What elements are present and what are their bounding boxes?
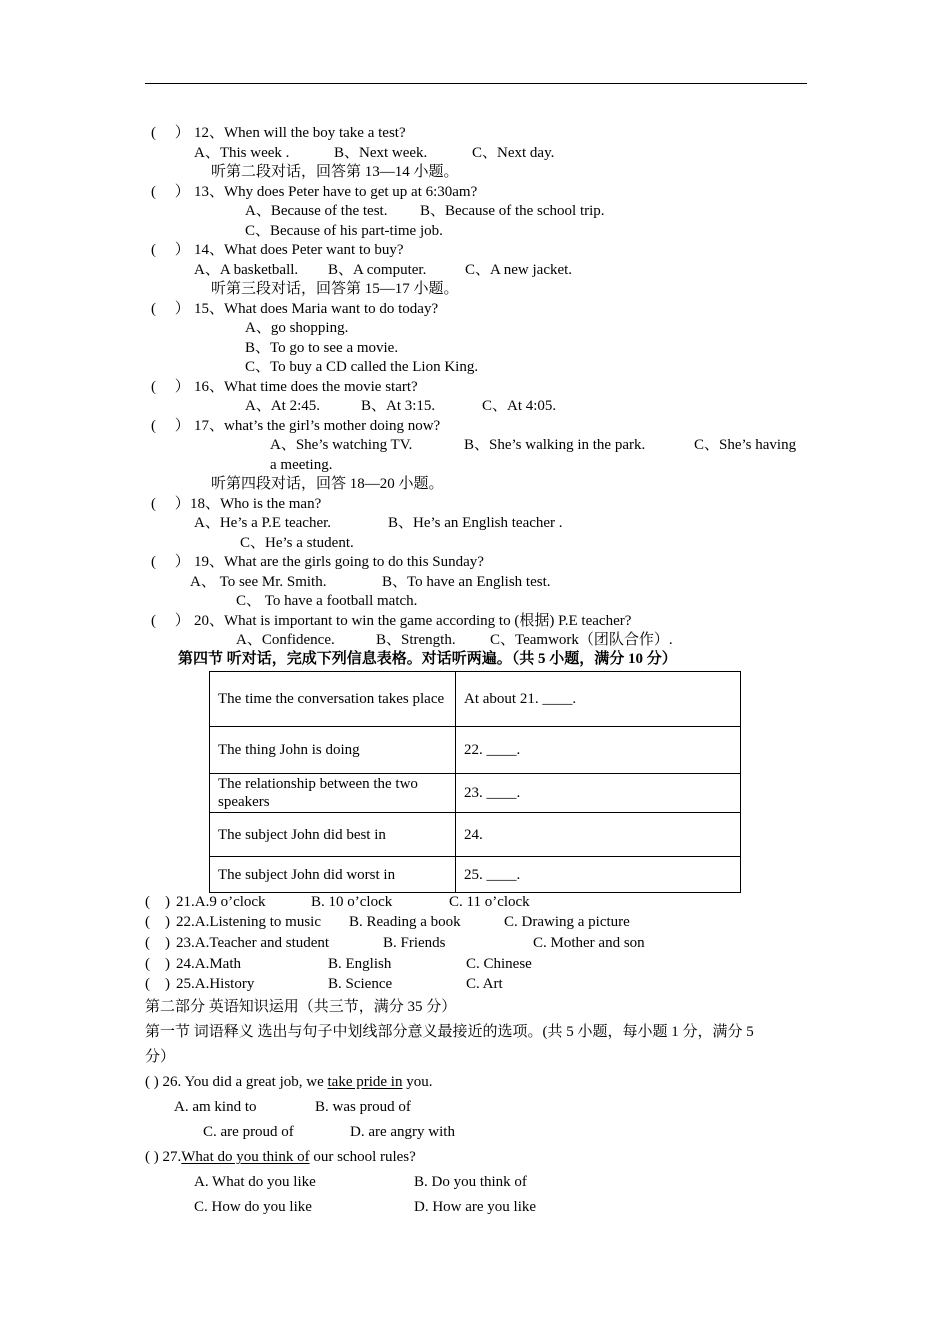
table-cell-value: At about 21. ____.: [456, 672, 741, 727]
section4-title: 第四节 听对话，完成下列信息表格。对话听两遍。（共 5 小题，满分 10 分）: [178, 651, 677, 667]
option-b: B. 10 o’clock: [311, 894, 393, 910]
q14-option-a: A、A basketball.: [194, 262, 299, 278]
q20-option-a: A、Confidence.: [236, 632, 335, 648]
table-row: [210, 813, 741, 857]
q12-option-c: C、Next day.: [472, 145, 555, 161]
q14-stem: 14、What does Peter want to buy?: [194, 242, 404, 258]
q26-option-d: D. are angry with: [350, 1124, 455, 1140]
info-table: [209, 671, 741, 893]
q19-option-b: B、To have an English test.: [382, 574, 551, 590]
q27-stem-pre: 27.: [158, 1149, 182, 1165]
q27-option-c: C. How do you like: [194, 1199, 312, 1215]
q26-option-c: C. are proud of: [203, 1124, 294, 1140]
option-stem: 21.A.9 o’clock: [176, 894, 266, 910]
q15-paren: ( ）: [151, 301, 190, 317]
q15-option-a: A、go shopping.: [245, 320, 349, 336]
part2-section1-instructions: 第一节 词语释义 选出与句子中划线部分意义最接近的选项。(共 5 小题，每小题 1 分，满分 5: [145, 1024, 754, 1040]
option-stem: 22.A.Listening to music: [176, 914, 321, 930]
option-c: C. Drawing a picture: [504, 914, 630, 930]
q17-option-c: C、She’s having: [694, 437, 797, 453]
q16-option-b: B、At 3:15.: [361, 398, 436, 414]
q19-option-a: A、 To see Mr. Smith.: [190, 574, 327, 590]
option-stem: 24.A.Math: [176, 956, 241, 972]
table-cell-value: 23. ____.: [456, 774, 741, 813]
q16-option-a: A、At 2:45.: [245, 398, 321, 414]
q13-paren: ( ）: [151, 184, 190, 200]
q17-option-b: B、She’s walking in the park.: [464, 437, 646, 453]
section4-heading: 听第四段对话，回答 18—20 小题。: [211, 476, 444, 492]
option-b: B. Friends: [383, 935, 446, 951]
q19-paren: ( ）: [151, 554, 190, 570]
part2-title: 第二部分 英语知识运用（共三节，满分 35 分）: [145, 999, 457, 1015]
table-cell-label: The thing John is doing: [210, 727, 456, 774]
q12-stem: 12、When will the boy take a test?: [194, 125, 406, 141]
q18-stem: 18、Who is the man?: [190, 496, 322, 512]
q12-option-a: A、This week .: [194, 145, 290, 161]
header-rule: [145, 83, 807, 84]
option-b: B. Science: [328, 976, 393, 992]
q12-option-b: B、Next week.: [334, 145, 428, 161]
q20-paren: ( ）: [151, 613, 190, 629]
table-cell-label: The subject John did worst in: [210, 857, 456, 893]
q13-option-b: B、Because of the school trip.: [420, 203, 605, 219]
section3-heading: 听第三段对话，回答第 15—17 小题。: [211, 281, 459, 297]
option-paren: ( ): [145, 935, 170, 951]
q18-option-a: A、He’s a P.E teacher.: [194, 515, 332, 531]
q15-option-c: C、To buy a CD called the Lion King.: [245, 359, 479, 375]
q27-option-d: D. How are you like: [414, 1199, 537, 1215]
table-cell-value: 22. ____.: [456, 727, 741, 774]
q26-option-a: A. am kind to: [174, 1099, 257, 1115]
q16-option-c: C、At 4:05.: [482, 398, 557, 414]
q15-option-b: B、To go to see a movie.: [245, 340, 399, 356]
q20-option-c: C、Teamwork（团队合作）.: [490, 632, 673, 648]
option-stem: 23.A.Teacher and student: [176, 935, 330, 951]
q18-option-b: B、He’s an English teacher .: [388, 515, 563, 531]
table-cell-value: 24.: [456, 813, 741, 857]
q19-stem: 19、What are the girls going to do this Sunday?: [194, 554, 484, 570]
option-c: C. Chinese: [466, 956, 532, 972]
table-row: [210, 672, 741, 727]
q13-stem: 13、Why does Peter have to get up at 6:30am?: [194, 184, 478, 200]
table-cell-label: The time the conversation takes place: [210, 672, 456, 727]
option-paren: ( ): [145, 976, 170, 992]
option-paren: ( ): [145, 894, 170, 910]
q20-stem: 20、What is important to win the game according to (根据) P.E teacher?: [194, 613, 632, 629]
section2-heading: 听第二段对话，回答第 13—14 小题。: [211, 164, 459, 180]
q16-stem: 16、What time does the movie start?: [194, 379, 418, 395]
option-c: C. Mother and son: [533, 935, 645, 951]
q26-line: [145, 1072, 432, 1092]
q14-paren: ( ）: [151, 242, 190, 258]
part2-section1-instructions-cont: 分）: [145, 1049, 176, 1065]
option-stem: 25.A.History: [176, 976, 255, 992]
option-paren: ( ): [145, 914, 170, 930]
q14-option-c: C、A new jacket.: [465, 262, 573, 278]
q26-stem-pre: 26. You did a great job, we: [158, 1074, 328, 1090]
q17-option-a: A、She’s watching TV.: [270, 437, 413, 453]
q27-paren: ( ): [145, 1149, 159, 1165]
q14-option-b: B、A computer.: [328, 262, 427, 278]
table-row: [210, 774, 741, 813]
q26-option-b: B. was proud of: [315, 1099, 411, 1115]
q17-paren: ( ）: [151, 418, 190, 434]
table-cell-label: The subject John did best in: [210, 813, 456, 857]
q17-option-c-cont: a meeting.: [270, 457, 333, 473]
option-c: C. Art: [466, 976, 503, 992]
table-cell-label: The relationship between the two speakers: [210, 774, 456, 813]
q13-option-c: C、Because of his part-time job.: [245, 223, 443, 239]
q15-stem: 15、What does Maria want to do today?: [194, 301, 439, 317]
q26-stem-post: you.: [402, 1074, 433, 1090]
q27-line: [145, 1147, 416, 1167]
q27-stem-post: our school rules?: [309, 1149, 416, 1165]
option-paren: ( ): [145, 956, 170, 972]
q27-underlined: What do you think of: [181, 1149, 310, 1165]
q19-option-c: C、 To have a football match.: [236, 593, 418, 609]
table-row: [210, 857, 741, 893]
q13-option-a: A、Because of the test.: [245, 203, 388, 219]
q18-option-c: C、He’s a student.: [240, 535, 354, 551]
q17-stem: 17、what’s the girl’s mother doing now?: [194, 418, 441, 434]
table-cell-value: 25. ____.: [456, 857, 741, 893]
option-b: B. Reading a book: [349, 914, 461, 930]
q18-paren: ( ）: [151, 496, 190, 512]
q12-paren: ( ）: [151, 125, 190, 141]
q27-option-b: B. Do you think of: [414, 1174, 527, 1190]
option-b: B. English: [328, 956, 392, 972]
q27-option-a: A. What do you like: [194, 1174, 316, 1190]
q26-paren: ( ): [145, 1074, 159, 1090]
table-row: [210, 727, 741, 774]
q26-underlined: take pride in: [327, 1074, 403, 1090]
q20-option-b: B、Strength.: [376, 632, 456, 648]
q16-paren: ( ）: [151, 379, 190, 395]
option-c: C. 11 o’clock: [449, 894, 530, 910]
